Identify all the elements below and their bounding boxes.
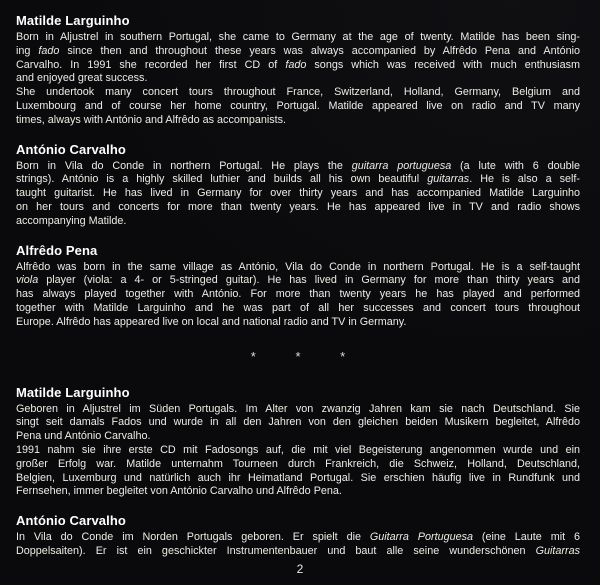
text-line: Carvalho. In 1991 she recorded her first CD of fado songs which was received with much enthusiasm [16, 58, 580, 71]
text-line: Fernsehen, immer begleitet von António Carvalho und Alfrêdo Pena. [16, 485, 342, 498]
bio-paragraph [16, 444, 580, 499]
bio-paragraph [16, 31, 580, 86]
bio-paragraph [16, 531, 580, 559]
text-line: singt seit damals Fados und wurde in all den Jahren von den gleichen beiden Musikern begleitet, Alfrêdo [16, 416, 580, 429]
bio-heading: António Carvalho [16, 513, 126, 529]
bio-section [16, 13, 580, 128]
bio-heading: Matilde Larguinho [16, 384, 130, 400]
bio-paragraph [16, 86, 580, 127]
asterisk-separator: * * * [250, 348, 346, 364]
text-line: taught guitarist. He has lived in Germany for over thirty years and has accompanied Matilde Larguinho [16, 187, 580, 200]
text-line: together with Matilde Larguinho and he was part of all her successes and concert tours throughout [16, 301, 580, 314]
bio-section [16, 142, 580, 229]
text-line: 1991 nahm sie ihre erste CD mit Fadosongs auf, die mit viel Begeisterung angenommen wurde und ein [16, 443, 580, 456]
text-line: In Vila do Conde im Norden Portugals geboren. Er spielt die Guitarra Portuguesa (eine Laute mit 6 [16, 531, 580, 544]
text-line: and enjoyed great success. [16, 72, 148, 85]
text-line: Europe. Alfrêdo has appeared live on local and national radio and TV in Germany. [16, 315, 407, 328]
text-line: Alfrêdo was born in the same village as António, Vila do Conde in northern Portugal. He is a self-taught [16, 260, 580, 273]
bio-paragraph [16, 160, 580, 229]
text-line: Belgien, Luxemburg und natürlich auch ihr Heimatland Portugal. Sie erschien häufig live in Rundfunk und [16, 471, 580, 484]
bio-paragraph [16, 403, 580, 444]
text-line: has always played together with António. For more than twenty years he has played and performed [16, 288, 580, 301]
bio-section [16, 513, 580, 559]
bio-section [16, 385, 580, 500]
bio-paragraph [16, 261, 580, 330]
english-bios [16, 13, 580, 330]
text-line: times, always with António and Alfrêdo as accompanists. [16, 113, 287, 126]
text-line: großer Erfolg war. Matilde unternahm Tourneen durch Frankreich, die Schweiz, Holland, Deutschland, [16, 457, 580, 470]
text-line: viola player (viola: a 4- or 5-stringed guitar). He has lived in Germany for more than thirty years and [16, 274, 580, 287]
text-line: ing fado since then and throughout these years was always accompanied by Alfrêdo Pena and António [16, 44, 580, 57]
text-line: Luxembourg and of course her home country, Portugal. Matilde appeared live on radio and TV many [16, 99, 580, 112]
text-line: She undertook many concert tours throughout France, Switzerland, Holland, Germany, Belgium and [16, 86, 580, 99]
bio-heading: Matilde Larguinho [16, 13, 130, 28]
text-line: Born in Aljustrel in southern Portugal, she came to Germany at the age of twenty. Matilde has been sing- [16, 31, 580, 43]
bio-heading: Alfrêdo Pena [16, 242, 98, 258]
text-line: Doppelsaiten). Er ist ein geschickter Instrumentenbauer und baut alle seine wunderschönen Guitarras [16, 544, 580, 557]
text-line: Born in Vila do Conde in northern Portugal. He plays the guitarra portuguesa (a lute with 6 double [16, 159, 580, 172]
text-line: on her tours and concerts for more than twenty years. He has appeared live in TV and radio shows [16, 200, 580, 213]
page-number: 2 [296, 562, 304, 576]
german-bios [16, 385, 580, 559]
text-line: strings). António is a highly skilled luthier and builds all his own beautiful guitarras. He is also a self- [16, 173, 580, 186]
text-line: accompanying Matilde. [16, 214, 127, 227]
text-line: Pena und António Carvalho. [16, 430, 151, 443]
bio-section [16, 243, 580, 330]
bio-heading: António Carvalho [16, 141, 126, 157]
text-line: Geboren in Aljustrel im Süden Portugals. Im Alter von zwanzig Jahren kam sie nach Deutschland. Sie [16, 402, 580, 415]
